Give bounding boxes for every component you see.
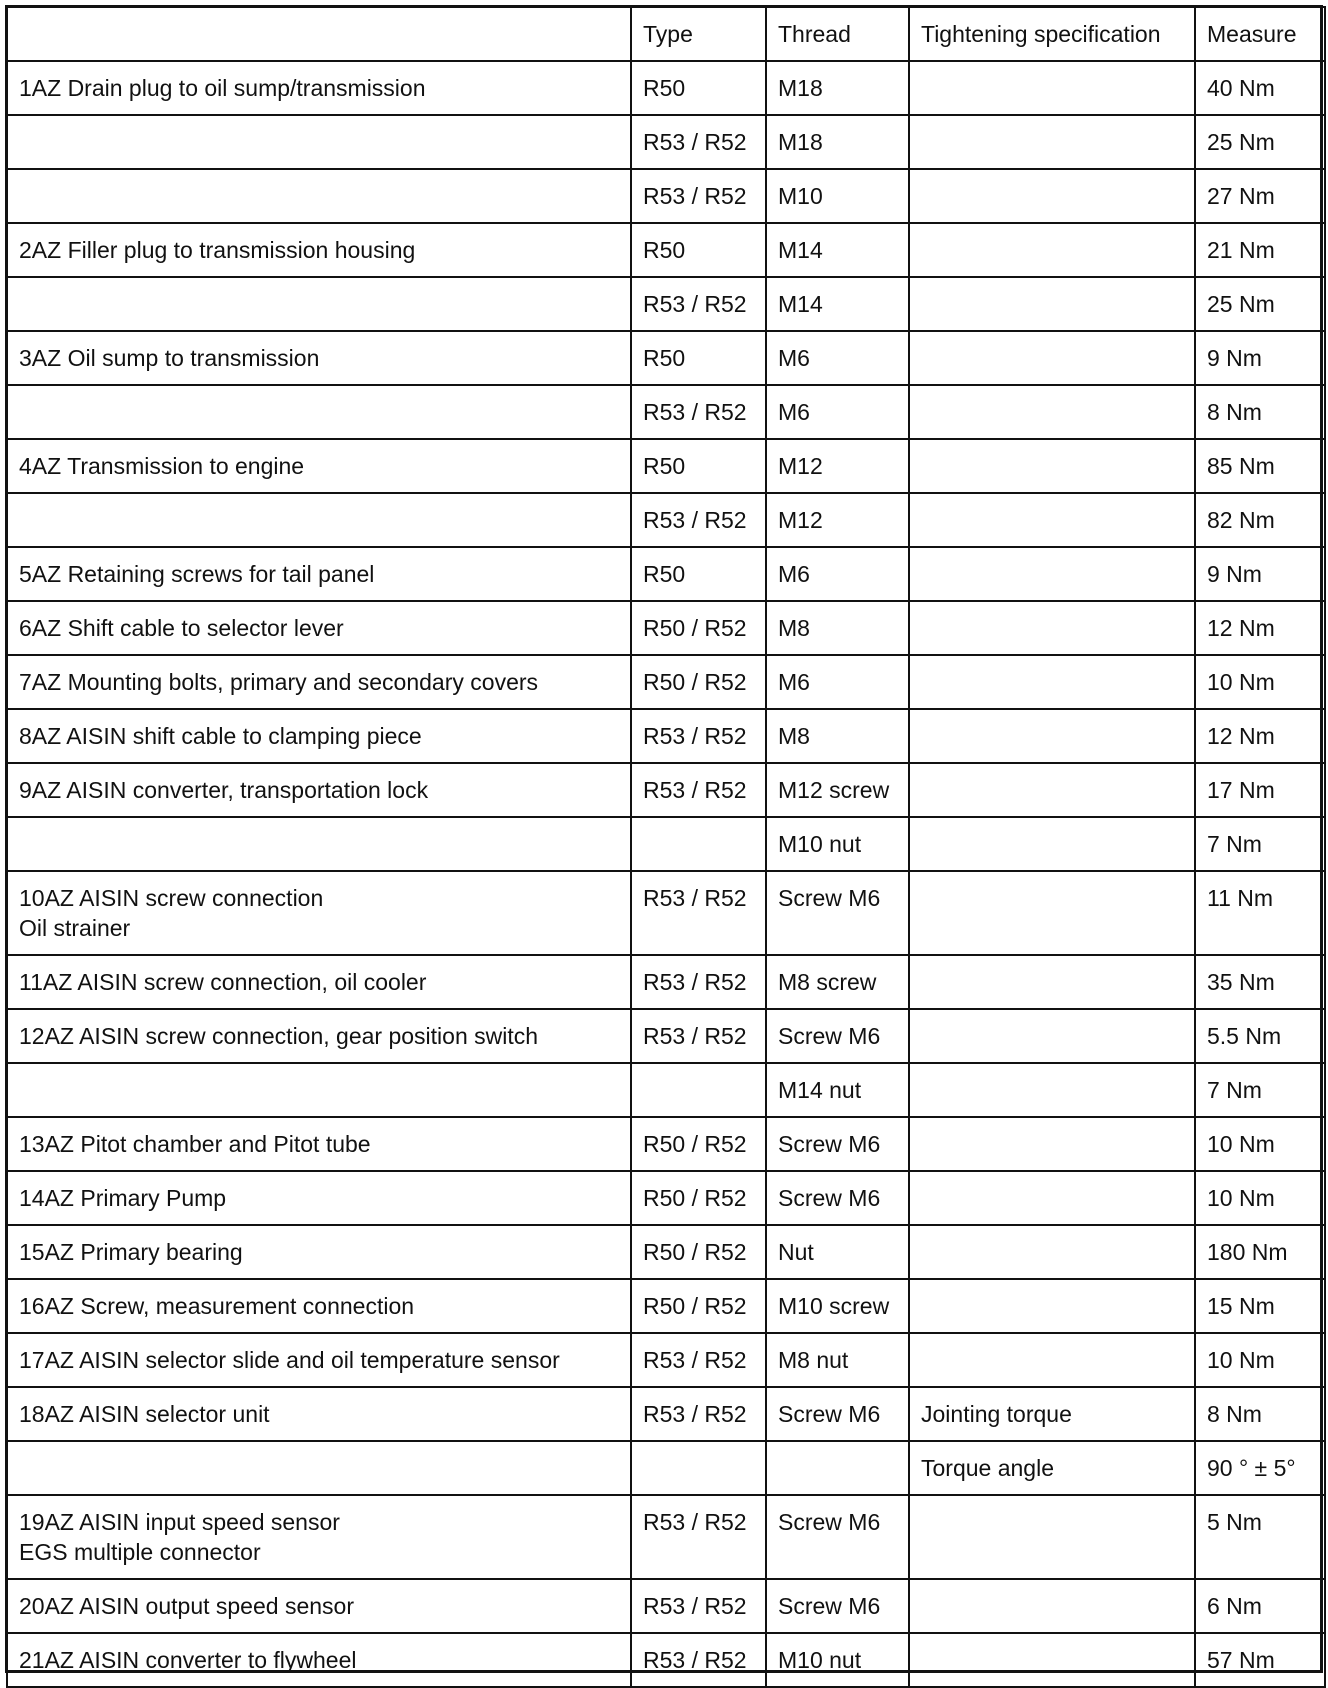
cell-type: R53 / R52 [631, 871, 766, 955]
cell-description [7, 1171, 631, 1225]
cell-measure: 10 Nm [1195, 1333, 1325, 1387]
description-text: 9AZ AISIN converter, transportation lock [19, 777, 429, 803]
cell-tightening-specification [909, 547, 1195, 601]
cell-tightening-specification [909, 1009, 1195, 1063]
description-text: 18AZ AISIN selector unit [19, 1401, 270, 1427]
table-row [7, 1117, 1325, 1171]
cell-thread: M6 [766, 655, 909, 709]
cell-thread: M14 [766, 277, 909, 331]
cell-type: R50 / R52 [631, 1279, 766, 1333]
cell-measure: 57 Nm [1195, 1633, 1325, 1687]
cell-thread: M8 nut [766, 1333, 909, 1387]
cell-type: R50 [631, 331, 766, 385]
description-text: 15AZ Primary bearing [19, 1239, 243, 1265]
cell-type: R50 [631, 61, 766, 115]
cell-type: R53 / R52 [631, 1633, 766, 1687]
cell-measure: 25 Nm [1195, 277, 1325, 331]
cell-description [7, 547, 631, 601]
cell-thread: Screw M6 [766, 1579, 909, 1633]
cell-type: R53 / R52 [631, 763, 766, 817]
description-text: 17AZ AISIN selector slide and oil temperature sensor [19, 1347, 560, 1373]
cell-type: R50 / R52 [631, 1225, 766, 1279]
cell-description [7, 1117, 631, 1171]
cell-measure: 9 Nm [1195, 547, 1325, 601]
cell-thread: Screw M6 [766, 871, 909, 955]
cell-measure: 5 Nm [1195, 1495, 1325, 1579]
cell-tightening-specification [909, 331, 1195, 385]
cell-tightening-specification [909, 1171, 1195, 1225]
header-tightening-specification: Tightening specification [909, 7, 1195, 61]
cell-type: R50 [631, 547, 766, 601]
description-text: 20AZ AISIN output speed sensor [19, 1593, 354, 1619]
cell-description [7, 1225, 631, 1279]
cell-tightening-specification [909, 1633, 1195, 1687]
cell-measure: 8 Nm [1195, 385, 1325, 439]
cell-thread: M14 [766, 223, 909, 277]
description-text: 7AZ Mounting bolts, primary and secondary covers [19, 669, 539, 695]
cell-tightening-specification [909, 1579, 1195, 1633]
cell-thread: M12 screw [766, 763, 909, 817]
cell-measure: 35 Nm [1195, 955, 1325, 1009]
cell-thread: Screw M6 [766, 1171, 909, 1225]
table-row [7, 1333, 1325, 1387]
cell-tightening-specification [909, 601, 1195, 655]
description-text: 5AZ Retaining screws for tail panel [19, 561, 375, 587]
cell-thread: M8 [766, 601, 909, 655]
description-text: 10AZ AISIN screw connection [19, 885, 324, 911]
cell-measure: 85 Nm [1195, 439, 1325, 493]
tightening-torque-table [6, 6, 1326, 1688]
cell-tightening-specification [909, 955, 1195, 1009]
cell-tightening-specification [909, 169, 1195, 223]
cell-tightening-specification [909, 493, 1195, 547]
cell-measure: 12 Nm [1195, 709, 1325, 763]
cell-description [7, 115, 631, 169]
table-row [7, 223, 1325, 277]
cell-thread: M10 nut [766, 1633, 909, 1687]
table-row [7, 1279, 1325, 1333]
cell-thread: Nut [766, 1225, 909, 1279]
cell-thread: Screw M6 [766, 1117, 909, 1171]
cell-measure: 5.5 Nm [1195, 1009, 1325, 1063]
header-type: Type [631, 7, 766, 61]
cell-description [7, 331, 631, 385]
cell-measure: 15 Nm [1195, 1279, 1325, 1333]
table-row [7, 1387, 1325, 1441]
cell-tightening-specification [909, 115, 1195, 169]
table-row [7, 871, 1325, 955]
cell-tightening-specification [909, 1279, 1195, 1333]
cell-thread: M8 screw [766, 955, 909, 1009]
cell-type: R53 / R52 [631, 1579, 766, 1633]
cell-thread: Screw M6 [766, 1387, 909, 1441]
cell-measure: 9 Nm [1195, 331, 1325, 385]
cell-description [7, 1009, 631, 1063]
description-text: 13AZ Pitot chamber and Pitot tube [19, 1131, 371, 1157]
cell-tightening-specification [909, 709, 1195, 763]
cell-tightening-specification [909, 871, 1195, 955]
description-text: 8AZ AISIN shift cable to clamping piece [19, 723, 422, 749]
cell-type: R53 / R52 [631, 1009, 766, 1063]
description-text: 21AZ AISIN converter to flywheel [19, 1647, 357, 1673]
cell-thread: M18 [766, 61, 909, 115]
cell-description [7, 655, 631, 709]
table-row [7, 1579, 1325, 1633]
cell-measure: 12 Nm [1195, 601, 1325, 655]
cell-measure: 90 ° ± 5° [1195, 1441, 1325, 1495]
cell-description [7, 439, 631, 493]
header-thread: Thread [766, 7, 909, 61]
cell-thread: M10 screw [766, 1279, 909, 1333]
cell-tightening-specification: Jointing torque [909, 1387, 1195, 1441]
cell-tightening-specification [909, 655, 1195, 709]
table-row [7, 763, 1325, 817]
table-row [7, 439, 1325, 493]
cell-description [7, 955, 631, 1009]
table-row [7, 601, 1325, 655]
table-row [7, 547, 1325, 601]
cell-description [7, 1579, 631, 1633]
cell-description [7, 223, 631, 277]
cell-type: R50 / R52 [631, 655, 766, 709]
cell-type: R53 / R52 [631, 493, 766, 547]
table-row [7, 1495, 1325, 1579]
cell-description [7, 709, 631, 763]
cell-thread [766, 1441, 909, 1495]
cell-thread: M10 nut [766, 817, 909, 871]
cell-type: R53 / R52 [631, 1387, 766, 1441]
cell-description [7, 601, 631, 655]
cell-measure: 8 Nm [1195, 1387, 1325, 1441]
cell-description [7, 763, 631, 817]
cell-measure: 40 Nm [1195, 61, 1325, 115]
description-text: 14AZ Primary Pump [19, 1185, 227, 1211]
cell-tightening-specification: Torque angle [909, 1441, 1195, 1495]
table-row [7, 955, 1325, 1009]
cell-description [7, 1387, 631, 1441]
cell-description [7, 493, 631, 547]
table-row [7, 1063, 1325, 1117]
description-text: 16AZ Screw, measurement connection [19, 1293, 415, 1319]
cell-measure: 82 Nm [1195, 493, 1325, 547]
cell-description [7, 1279, 631, 1333]
cell-type: R50 / R52 [631, 1171, 766, 1225]
cell-measure: 10 Nm [1195, 1117, 1325, 1171]
cell-measure: 10 Nm [1195, 655, 1325, 709]
table-row [7, 655, 1325, 709]
cell-thread: M14 nut [766, 1063, 909, 1117]
table-row [7, 115, 1325, 169]
cell-tightening-specification [909, 439, 1195, 493]
cell-type [631, 817, 766, 871]
cell-description [7, 385, 631, 439]
cell-measure: 6 Nm [1195, 1579, 1325, 1633]
cell-thread: M10 [766, 169, 909, 223]
cell-measure: 180 Nm [1195, 1225, 1325, 1279]
description-text: 19AZ AISIN input speed sensor [19, 1509, 340, 1535]
cell-type: R53 / R52 [631, 385, 766, 439]
cell-description [7, 1633, 631, 1687]
cell-measure: 7 Nm [1195, 1063, 1325, 1117]
cell-type: R50 [631, 223, 766, 277]
cell-tightening-specification [909, 1495, 1195, 1579]
table-row [7, 1225, 1325, 1279]
table-row [7, 331, 1325, 385]
cell-description [7, 61, 631, 115]
description-text: 2AZ Filler plug to transmission housing [19, 237, 416, 263]
cell-measure: 25 Nm [1195, 115, 1325, 169]
description-text: 4AZ Transmission to engine [19, 453, 305, 479]
header-description [7, 7, 631, 61]
cell-measure: 27 Nm [1195, 169, 1325, 223]
cell-thread: Screw M6 [766, 1009, 909, 1063]
cell-measure: 7 Nm [1195, 817, 1325, 871]
table-row [7, 709, 1325, 763]
cell-type [631, 1063, 766, 1117]
description-text: 6AZ Shift cable to selector lever [19, 615, 344, 641]
cell-description [7, 169, 631, 223]
cell-type: R53 / R52 [631, 1495, 766, 1579]
cell-thread: Screw M6 [766, 1495, 909, 1579]
cell-measure: 17 Nm [1195, 763, 1325, 817]
table-row [7, 1171, 1325, 1225]
cell-thread: M6 [766, 331, 909, 385]
cell-tightening-specification [909, 1063, 1195, 1117]
table-header-row [7, 7, 1325, 61]
cell-type: R53 / R52 [631, 277, 766, 331]
cell-description [7, 1063, 631, 1117]
description-text: 12AZ AISIN screw connection, gear position switch [19, 1023, 539, 1049]
cell-thread: M12 [766, 439, 909, 493]
cell-tightening-specification [909, 1117, 1195, 1171]
cell-type: R50 [631, 439, 766, 493]
cell-measure: 11 Nm [1195, 871, 1325, 955]
cell-measure: 10 Nm [1195, 1171, 1325, 1225]
cell-tightening-specification [909, 763, 1195, 817]
description-text: 1AZ Drain plug to oil sump/transmission [19, 75, 426, 101]
cell-tightening-specification [909, 61, 1195, 115]
table-row [7, 1009, 1325, 1063]
description-second-line: EGS multiple connector [19, 1539, 261, 1565]
cell-type: R53 / R52 [631, 169, 766, 223]
cell-type: R50 / R52 [631, 601, 766, 655]
description-text: 11AZ AISIN screw connection, oil cooler [19, 969, 427, 995]
cell-thread: M18 [766, 115, 909, 169]
cell-description [7, 1333, 631, 1387]
cell-thread: M6 [766, 547, 909, 601]
table-row [7, 277, 1325, 331]
cell-type: R53 / R52 [631, 1333, 766, 1387]
cell-tightening-specification [909, 277, 1195, 331]
cell-tightening-specification [909, 1333, 1195, 1387]
table-row [7, 493, 1325, 547]
table-row [7, 169, 1325, 223]
cell-thread: M8 [766, 709, 909, 763]
cell-measure: 21 Nm [1195, 223, 1325, 277]
description-text: 3AZ Oil sump to transmission [19, 345, 320, 371]
cell-thread: M6 [766, 385, 909, 439]
cell-type: R53 / R52 [631, 955, 766, 1009]
cell-type [631, 1441, 766, 1495]
table-row [7, 1441, 1325, 1495]
cell-tightening-specification [909, 1225, 1195, 1279]
cell-type: R53 / R52 [631, 709, 766, 763]
cell-thread: M12 [766, 493, 909, 547]
header-measure: Measure [1195, 7, 1325, 61]
table-row [7, 1633, 1325, 1687]
table-row [7, 385, 1325, 439]
cell-type: R53 / R52 [631, 115, 766, 169]
cell-description [7, 1495, 631, 1579]
cell-tightening-specification [909, 385, 1195, 439]
cell-tightening-specification [909, 223, 1195, 277]
cell-description [7, 277, 631, 331]
cell-description [7, 871, 631, 955]
description-second-line: Oil strainer [19, 915, 131, 941]
cell-type: R50 / R52 [631, 1117, 766, 1171]
cell-tightening-specification [909, 817, 1195, 871]
table-row [7, 817, 1325, 871]
cell-description [7, 817, 631, 871]
cell-description [7, 1441, 631, 1495]
table-row [7, 61, 1325, 115]
